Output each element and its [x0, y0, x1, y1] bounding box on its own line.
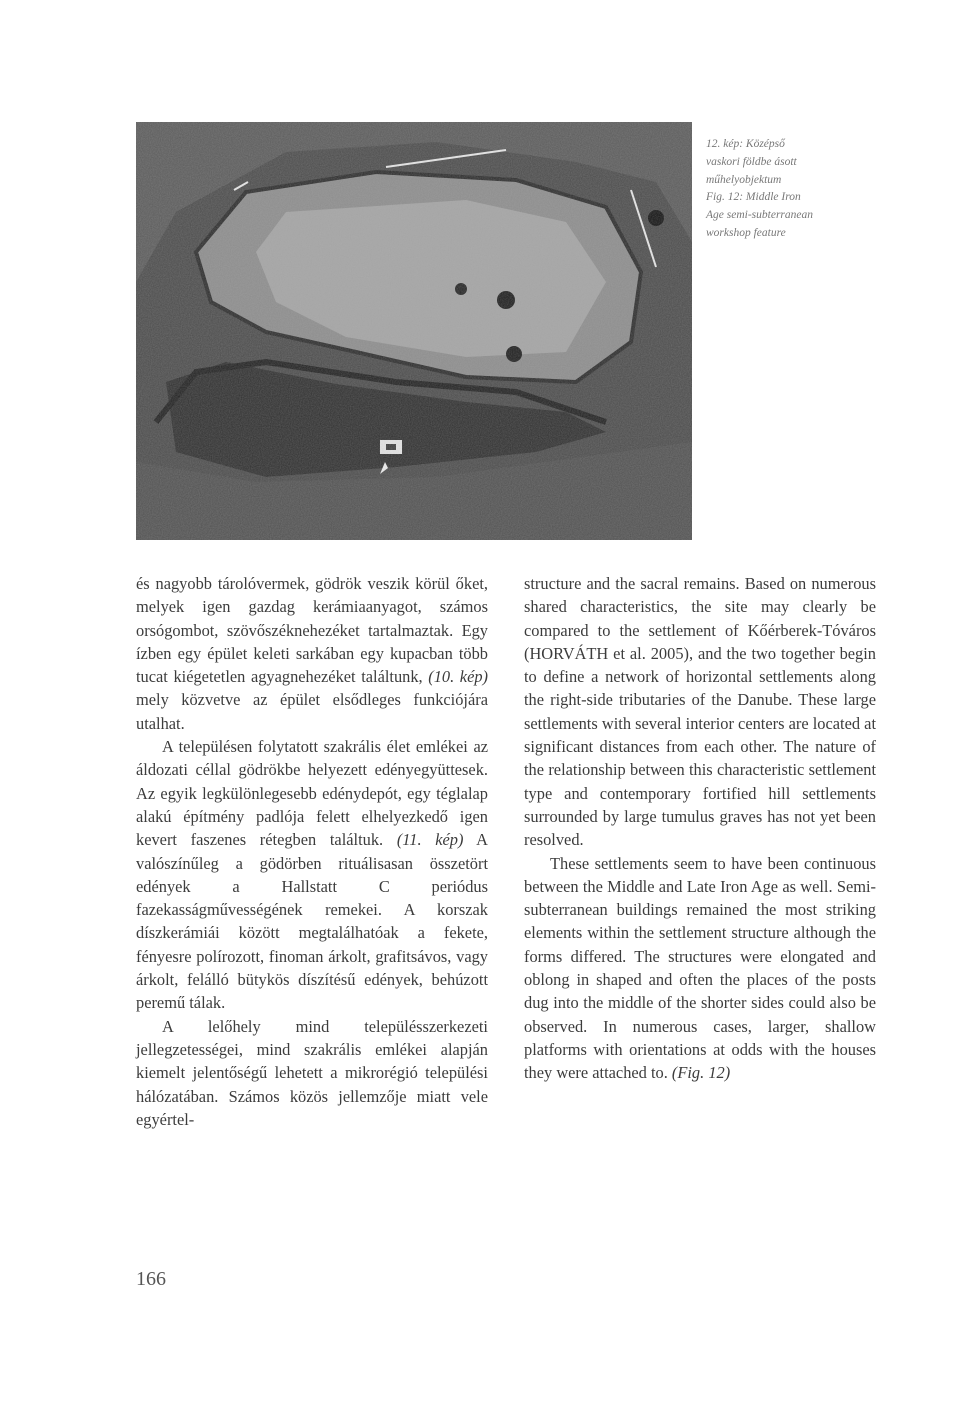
- caption-line: 12. kép: Középső: [706, 138, 785, 150]
- caption-line: vaskori földbe ásott: [706, 155, 797, 168]
- figure-reference: (Fig. 12): [671, 1063, 731, 1083]
- english-text-column: [524, 572, 876, 1085]
- paragraph-text: mely közvetve az épület elsődleges funkciójára utalhat.: [136, 690, 488, 733]
- paragraph-text: A valószínűleg a gödörben rituálisasan összetört edények a Hallstatt C periódus fazekasságművességének remekei. A korszak díszkerámiái között megtalálhatóak a fekete, fényesre polírozott, finoman árkolt, grafitsávos, vagy árkolt, felálló bütykös díszítésű edények, behúzott peremű tálak.: [136, 830, 489, 1013]
- paragraph: structure and the sacral remains. Based on numerous shared characteristics, the site may clearly be compared to the settlement of Kőérberek-Tóváros (HORVÁTH et al. 2005), and the two together begin to define a network of horizontal settlements along the right-side tributaries of the Danube. These large settlements with several interior centers are located at significant distances from each other. The nature of the relationship between this characteristic settlement type and contemporary fortified hill settlements surrounded by large tumulus graves has not yet been resolved.: [524, 574, 876, 850]
- hungarian-text-column: [136, 572, 488, 1131]
- page-number: 166: [136, 1268, 166, 1290]
- caption-line: workshop feature: [706, 227, 786, 240]
- paragraph: A lelőhely mind településszerkezeti jellegzetességei, mind szakrális emlékei alapján kiemelt jelentőségű lehetett a mikrorégió települési hálózatában. Számos közös jellemzője miatt vele egyértel-: [136, 1016, 488, 1129]
- caption-line: műhelyobjektum: [706, 173, 782, 186]
- paragraph-text: A településen folytatott szakrális élet emlékei az áldozati céllal gödrökbe helyezett edényegyüttesek. Az egyik legkülönlegesebb edénydepót, egy téglalap alakú építmény padlója felett elhelyezkedő igen kevert faszenes rétegben találtuk.: [136, 737, 488, 850]
- photo-grain: [136, 122, 692, 540]
- paragraph: [136, 572, 488, 735]
- paragraph: [136, 735, 488, 1015]
- caption-line: Age semi-subterranean: [706, 209, 813, 222]
- paragraph-text: These settlements seem to have been continuous between the Middle and Late Iron Age as well. Semi-subterranean buildings remained the most striking elements within the settlement structure although the forms differed. The structures were elongated and oblong in shaped and often the places of the posts dug into the middle of the shorter sides could also be observed. In numerous cases, larger, shallow platforms with orientations at odds with the houses they were attached to.: [524, 853, 876, 1083]
- figure-reference: (11. kép): [396, 830, 464, 850]
- paragraph-text: és nagyobb tárolóvermek, gödrök veszik körül őket, melyek igen gazdag kerámiaanyagot, számos orsógombot, szövőszéknehezéket tartalmaztak. Egy ízben egy épület keleti sarkában egy kupacban több tucat kiégetetlen agyagnehezéket találtunk,: [136, 574, 488, 687]
- caption-line: Fig. 12: Middle Iron: [706, 191, 801, 204]
- figure-reference: (10. kép): [428, 667, 488, 687]
- excavation-photo: [136, 122, 692, 540]
- figure-caption: [706, 136, 886, 243]
- excavation-photo-drawing: [136, 122, 692, 540]
- paragraph: [524, 852, 876, 1085]
